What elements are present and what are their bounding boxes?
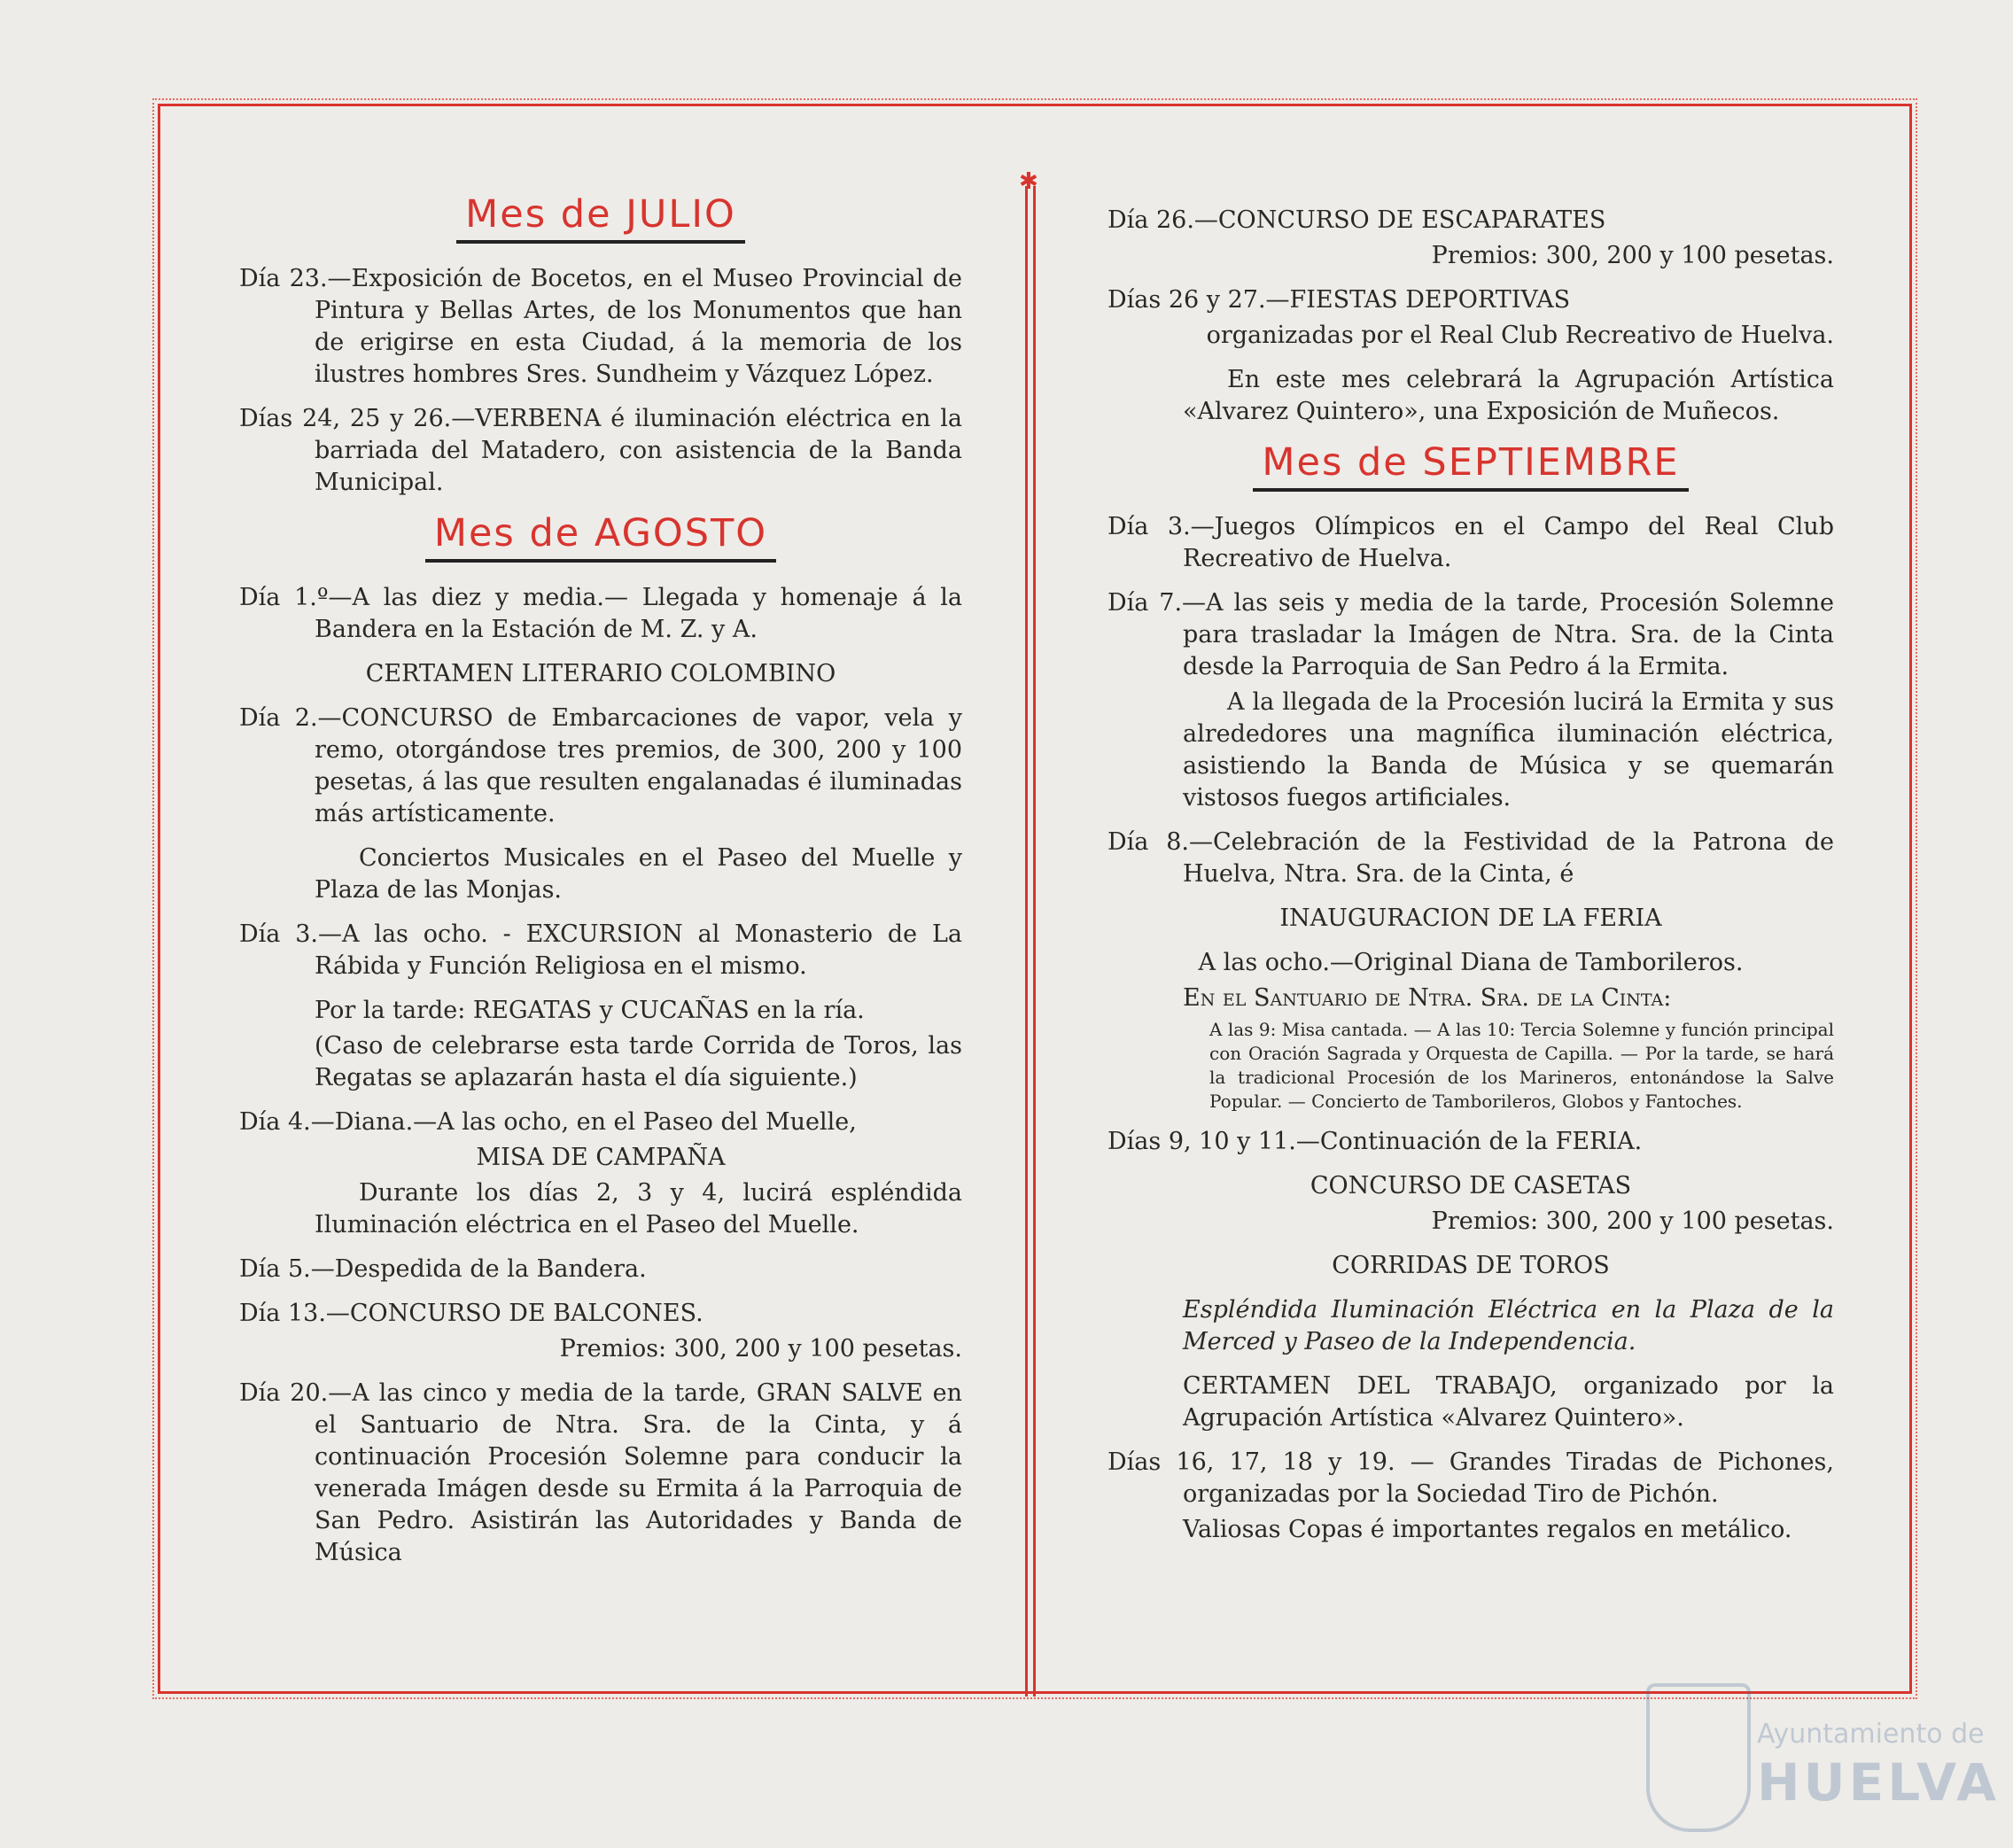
sept-corridas: CORRIDAS DE TOROS xyxy=(1332,1252,1610,1279)
agosto-caso: (Caso de celebrarse esta tarde Corrida de Toros, las Regatas se aplazarán hasta el día siguiente.) xyxy=(315,1032,962,1091)
sept-diana: A las ocho.—Original Diana de Tamborileros. xyxy=(1198,949,1744,976)
agosto-tarde: Por la tarde: REGATAS y CUCAÑAS en la ría. xyxy=(315,997,865,1024)
left-column xyxy=(239,182,962,1581)
agosto-premios-26: Premios: 300, 200 y 100 pesetas. xyxy=(1431,242,1834,269)
agosto-dia-5: Día 5.—Despedida de la Bandera. xyxy=(239,1255,647,1283)
julio-dias-24-26: Días 24, 25 y 26.—VERBENA é iluminación eléctrica en la barriada del Matadero, con asistencia de la Banda Municipal. xyxy=(239,405,962,496)
agosto-conciertos: Conciertos Musicales en el Paseo del Muelle y Plaza de las Monjas. xyxy=(315,844,962,904)
sept-trabajo: CERTAMEN DEL TRABAJO, organizado por la Agrupación Artística «Alvarez Quintero». xyxy=(1183,1372,1834,1432)
heading-septiembre: Mes de SEPTIEMBRE xyxy=(1253,440,1688,492)
sept-llegada: A la llegada de la Procesión lucirá la Ermita y sus alrededores una magnífica iluminación eléctrica, asistiendo la Banda de Música y se quemarán vistosos fuegos artificiales. xyxy=(1183,688,1834,811)
sept-esplendida: Espléndida Iluminación Eléctrica en la Plaza de la Merced y Paseo de la Independencia. xyxy=(1183,1296,1834,1355)
sept-dias-9-11: Días 9, 10 y 11.—Continuación de la FERIA. xyxy=(1108,1128,1643,1155)
agosto-dia-3: Día 3.—A las ocho. - EXCURSION al Monasterio de La Rábida y Función Religiosa en el mismo. xyxy=(239,920,962,980)
agosto-dia-4: Día 4.—Diana.—A las ocho, en el Paseo del Muelle, xyxy=(239,1108,857,1136)
column-divider xyxy=(1025,186,1036,1697)
agosto-misa: MISA DE CAMPAÑA xyxy=(476,1144,726,1171)
agosto-premios-13: Premios: 300, 200 y 100 pesetas. xyxy=(559,1335,962,1363)
agosto-durante: Durante los días 2, 3 y 4, lucirá espléndida Iluminación eléctrica en el Paseo del Muelle. xyxy=(315,1179,962,1238)
sept-detalle: A las 9: Misa cantada. — A las 10: Tercia Solemne y función principal con Oración Sagrada y Orquesta de Capilla. — Por la tarde, se hará la tradicional Procesión de los Marineros, entonándose la Salve Popular. — Concierto de Tamborileros, Globos y Fantoches. xyxy=(1209,1019,1834,1112)
julio-dia-23: Día 23.—Exposición de Bocetos, en el Museo Provincial de Pintura y Bellas Artes, de los Monumentos que han de erigirse en esta Ciudad, á la memoria de los ilustres hombres Sres. Sundheim y Vázquez López. xyxy=(239,265,962,388)
sept-inauguracion: INAUGURACION DE LA FERIA xyxy=(1279,905,1662,932)
agosto-dias-26-27: Días 26 y 27.—FIESTAS DEPORTIVAS xyxy=(1108,286,1571,314)
sept-dias-16-19: Días 16, 17, 18 y 19. — Grandes Tiradas de Pichones, organizadas por la Sociedad Tiro de Pichón. xyxy=(1108,1448,1834,1508)
agosto-agrupacion: En este mes celebrará la Agrupación Artística «Alvarez Quintero», una Exposición de Muñecos. xyxy=(1183,366,1834,425)
logo-subtitle: Ayuntamiento de xyxy=(1757,1719,1985,1750)
sept-dia-7: Día 7.—A las seis y media de la tarde, Procesión Solemne para trasladar la Imágen de Ntra. Sra. de la Cinta desde la Parroquia de San Pedro á la Ermita. xyxy=(1108,589,1834,680)
shield-icon xyxy=(1646,1683,1751,1832)
heading-julio: Mes de JULIO xyxy=(456,192,745,244)
sept-copas: Valiosas Copas é importantes regalos en metálico. xyxy=(1183,1516,1792,1543)
sept-casetas: CONCURSO DE CASETAS xyxy=(1310,1172,1632,1200)
agosto-dia-2: Día 2.—CONCURSO de Embarcaciones de vapor, vela y remo, otorgándose tres premios, de 300, 200 y 100 pesetas, á las que resulten engalanadas é iluminadas más artísticamente. xyxy=(239,704,962,827)
sept-dia-3: Día 3.—Juegos Olímpicos en el Campo del Real Club Recreativo de Huelva. xyxy=(1108,513,1834,572)
agosto-dia-26: Día 26.—CONCURSO DE ESCAPARATES xyxy=(1108,206,1606,234)
sept-dia-8: Día 8.—Celebración de la Festividad de la Patrona de Huelva, Ntra. Sra. de la Cinta, é xyxy=(1108,828,1834,888)
ayuntamiento-logo xyxy=(1646,1683,2001,1834)
agosto-organizadas: organizadas por el Real Club Recreativo de Huelva. xyxy=(1206,322,1834,349)
sept-santuario: En el Santuario de Ntra. Sra. de la Cinta: xyxy=(1183,984,1672,1012)
agosto-certamen: CERTAMEN LITERARIO COLOMBINO xyxy=(365,660,836,687)
heading-agosto: Mes de AGOSTO xyxy=(425,511,776,563)
agosto-dia-20: Día 20.—A las cinco y media de la tarde, GRAN SALVE en el Santuario de Ntra. Sra. de la Cinta, y á continuación Procesión Solemne para conducir la venerada Imágen desde su Ermita á la Parroquia de San Pedro. Asistirán las Autoridades y Banda de Música xyxy=(239,1379,962,1566)
logo-title: HUELVA xyxy=(1757,1752,2001,1813)
agosto-dia-1: Día 1.º—A las diez y media.— Llegada y homenaje á la Bandera en la Estación de M. Z. y A. xyxy=(239,584,962,643)
ornament-icon: ✱ xyxy=(1019,168,1038,195)
right-column xyxy=(1108,182,1834,1558)
agosto-dia-13: Día 13.—CONCURSO DE BALCONES. xyxy=(239,1300,703,1327)
sept-premios-casetas: Premios: 300, 200 y 100 pesetas. xyxy=(1431,1207,1834,1235)
